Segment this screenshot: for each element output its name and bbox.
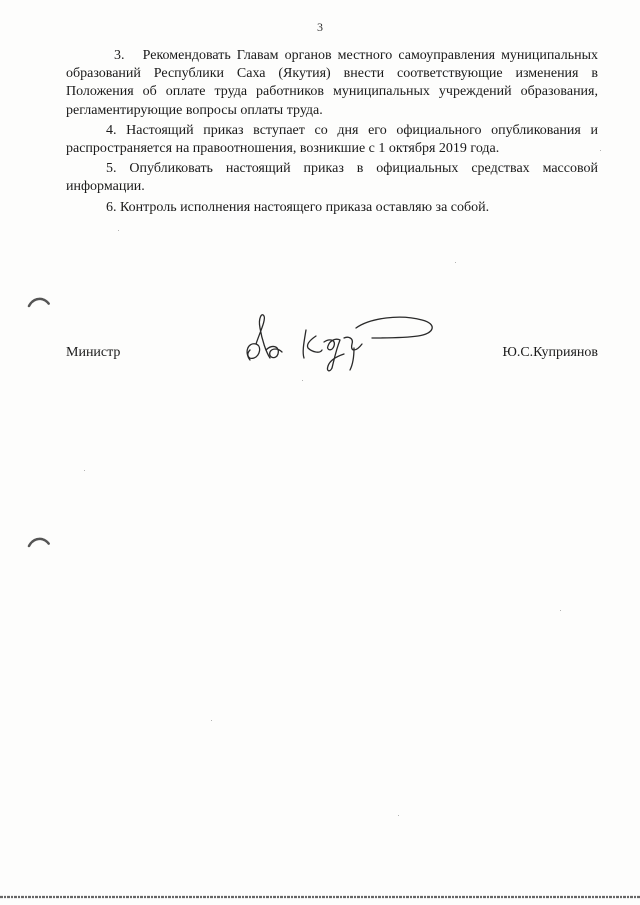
scan-speck: [600, 150, 601, 151]
scan-speck: [84, 470, 85, 471]
scan-speck: [302, 380, 303, 381]
signature-row: [66, 345, 598, 369]
signer-name: Ю.С.Куприянов: [502, 345, 598, 360]
scan-speck: [211, 720, 212, 721]
scan-speck: [398, 815, 399, 816]
signer-position: Министр: [66, 345, 121, 360]
page-number: 3: [317, 20, 323, 34]
document-body: [66, 47, 598, 219]
paragraph-6: 6. Контроль исполнения настоящего приказа оставляю за собой.: [106, 199, 490, 215]
scan-speck: [118, 230, 119, 231]
punch-hole-mark-top: [27, 296, 51, 308]
scan-edge-line: [0, 895, 640, 899]
paragraph-5: 5. Опубликовать настоящий приказ в официальных средствах массовой информации.: [66, 161, 598, 195]
scan-speck: [455, 262, 456, 263]
paragraph-3: 3. Рекомендовать Главам органов местного самоуправления муниципальных образований Республики Саха (Якутия) внести соответствующие изменения в Положения об оплате труда работников муниципальных учреждений образования, регламентирующие вопросы оплаты труда.: [66, 48, 598, 118]
scan-speck: [560, 610, 561, 611]
paragraph-4: 4. Настоящий приказ вступает со дня его официального опубликования и распространяется на правоотношения, возникшие с 1 октября 2019 года.: [66, 122, 598, 157]
punch-hole-mark-bottom: [27, 536, 51, 548]
